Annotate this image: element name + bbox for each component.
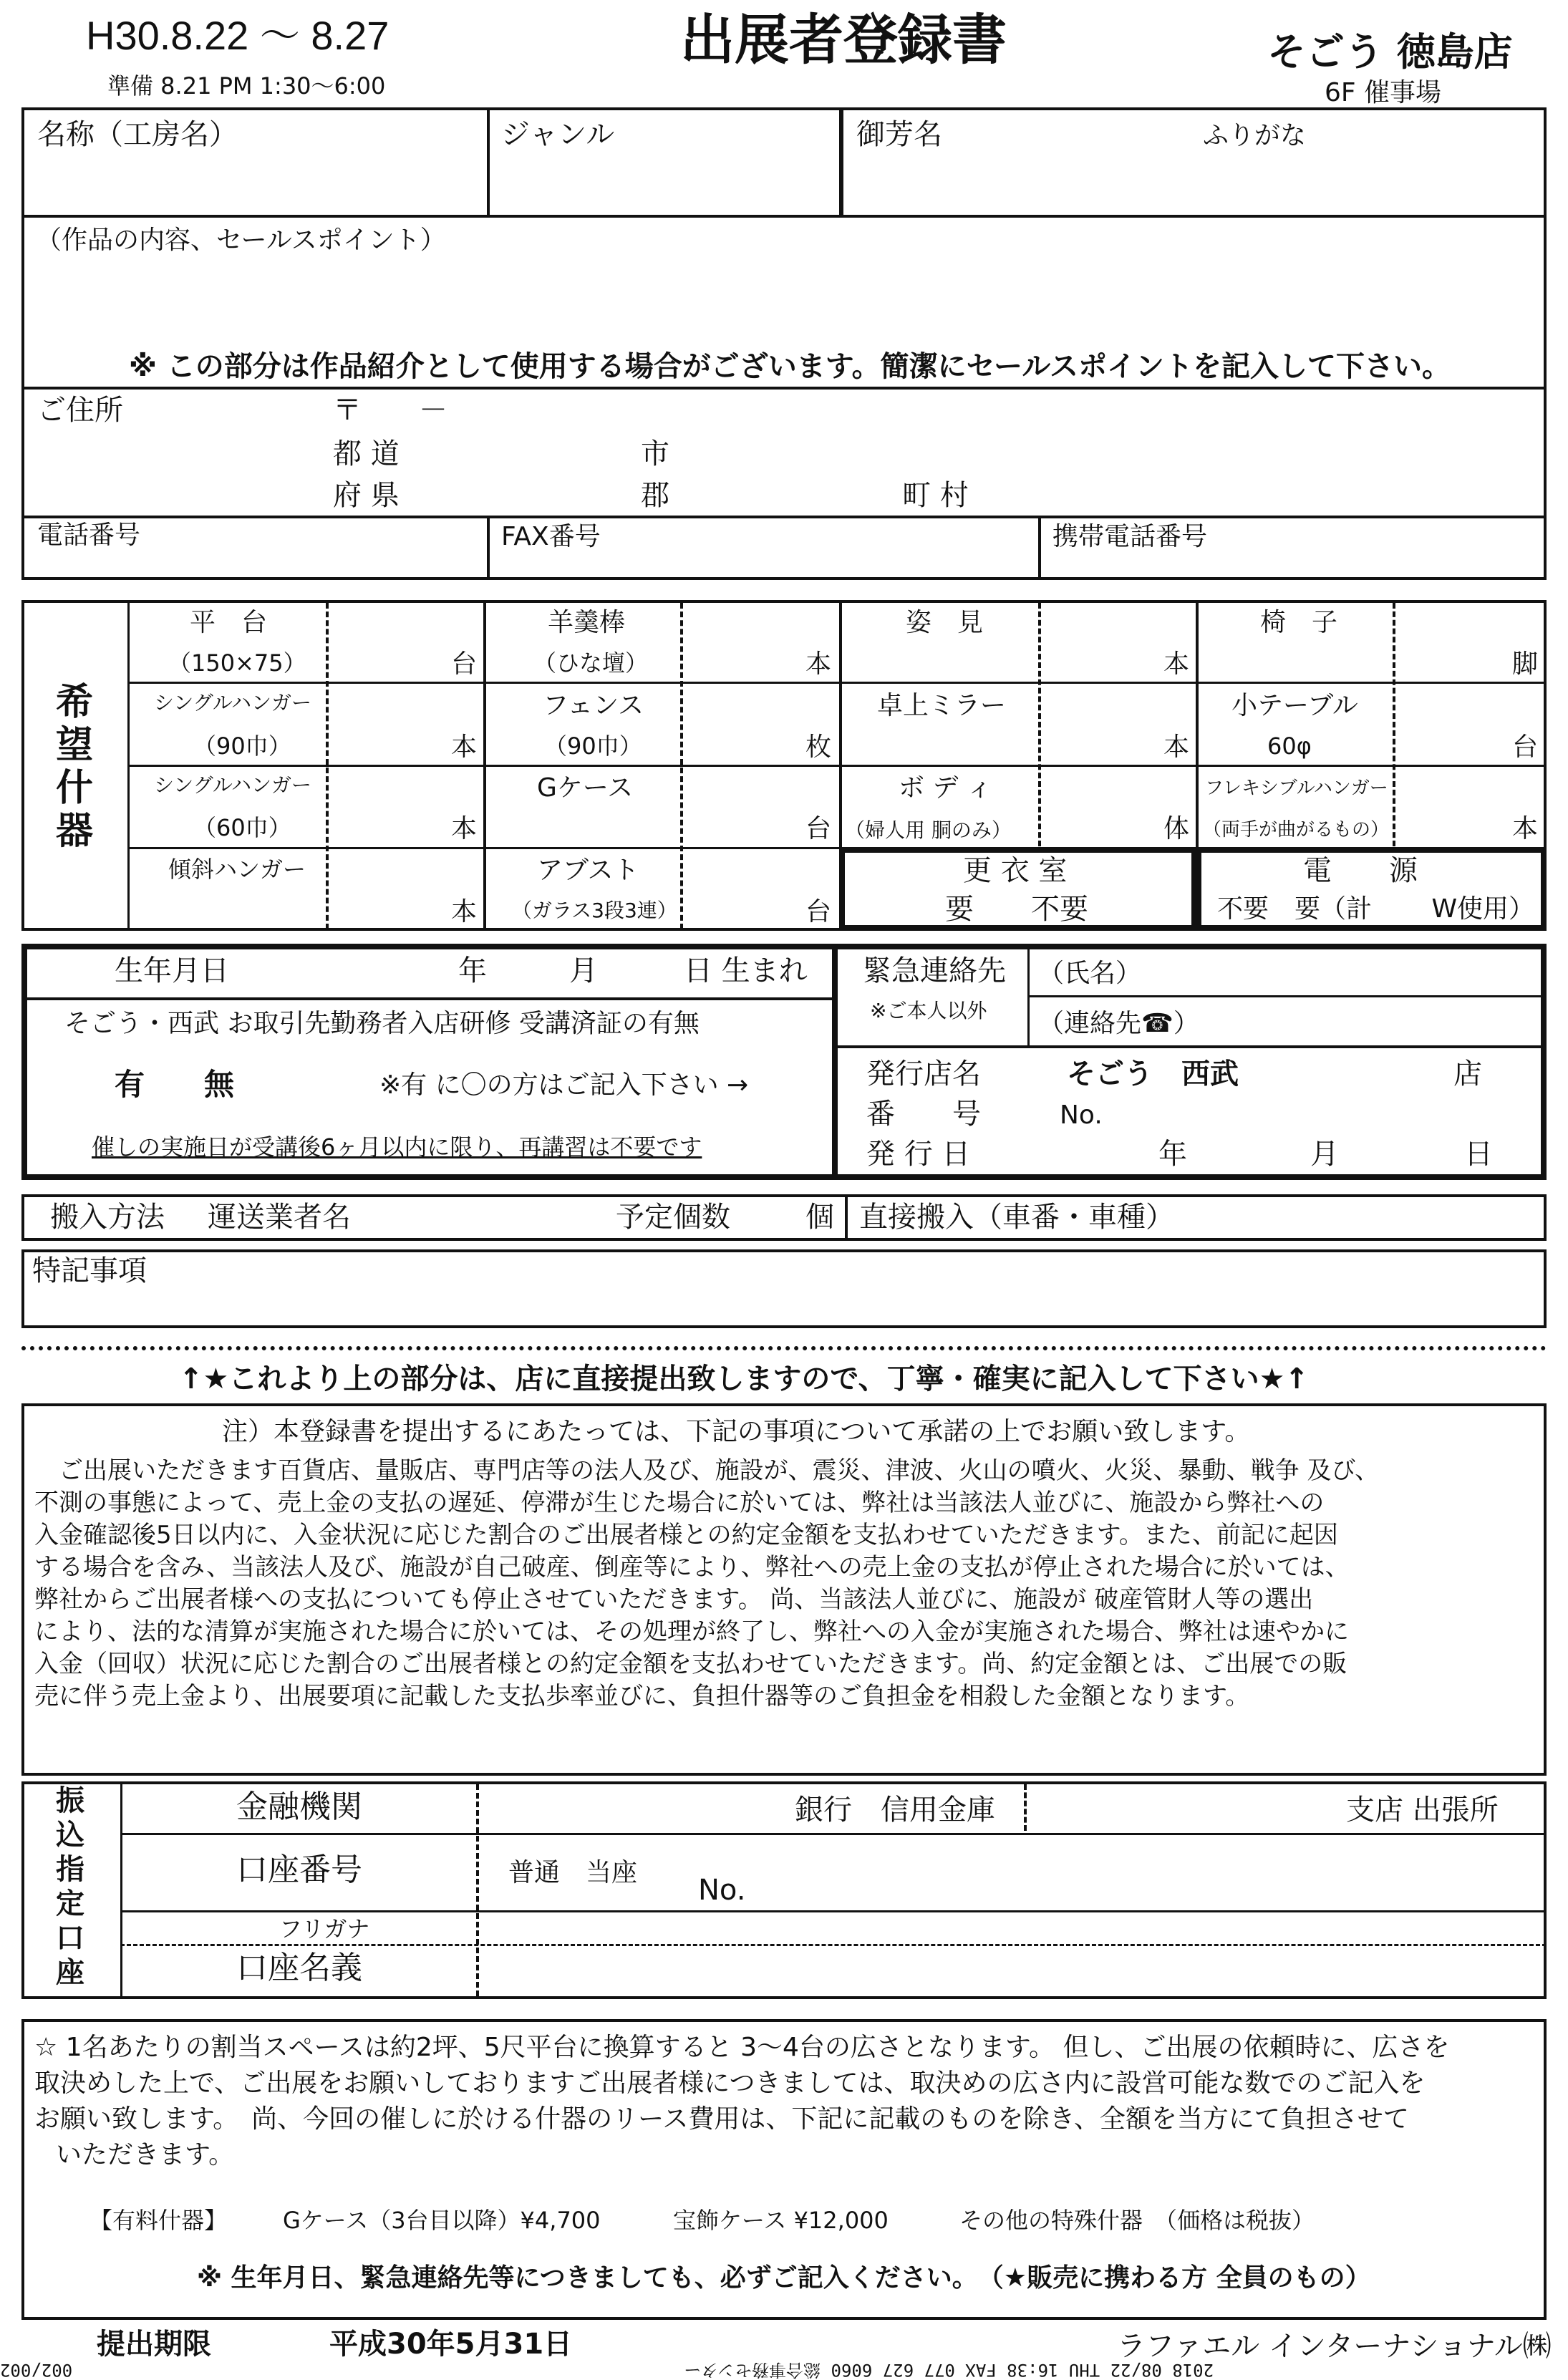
issue-store-suffix: 店 — [1453, 1058, 1482, 1090]
branch-types: 支店 出張所 — [1346, 1794, 1499, 1827]
qty-small-table[interactable] — [1400, 687, 1507, 759]
training-label: そごう・西武 お取引先勤務者入店研修 受講済証の有無 — [64, 1009, 700, 1038]
qty-sugatami[interactable] — [1045, 605, 1160, 677]
delivery-method: 搬入方法 — [50, 1201, 165, 1234]
issue-store-label: 発行店名 — [866, 1058, 981, 1090]
fixture-hiradai-size: （150×75） — [168, 649, 306, 677]
fixture-single-hanger-60-size: （60巾） — [193, 814, 291, 841]
fixtures-title-2: 望 — [56, 724, 94, 767]
footer-notice-line: いただきます。 — [56, 2140, 235, 2169]
notes-field[interactable] — [29, 1289, 1539, 1325]
fixture-abst-sub: （ガラス3段3連） — [512, 899, 677, 922]
fixture-youkan-sub: （ひな壇） — [533, 649, 649, 677]
fitting-room-options[interactable]: 要 不要 — [945, 893, 1088, 926]
training-yes[interactable]: 有 — [115, 1067, 145, 1102]
fixture-g-case: Gケース — [537, 773, 634, 803]
tel-field[interactable] — [29, 551, 480, 577]
number-value: No. — [1060, 1100, 1103, 1130]
notice-line: する場合を含み、当該法人及び、施設が自己破産、倒産等により、弊社への売上金の支払が停止された場合に於いては、 — [34, 1553, 1350, 1582]
fixtures-title-3: 什 — [56, 767, 94, 810]
unit-single-hanger-90: 本 — [451, 732, 478, 762]
fax-page-count: 002/002 — [0, 2360, 73, 2380]
fixture-fence-size: （90巾） — [544, 732, 642, 760]
fixture-body: ボ デ ィ — [899, 773, 992, 803]
qty-single-hanger-90[interactable] — [333, 687, 447, 759]
fixture-small-table-size: 60φ — [1267, 732, 1312, 760]
fixture-fence: フェンス — [543, 691, 644, 720]
todo-label: 都 道 — [333, 437, 400, 470]
fixture-flex-hanger: フレキシブルハンガー — [1205, 778, 1388, 799]
number-field[interactable] — [1117, 1095, 1532, 1131]
store-name: そごう 徳島店 — [1267, 29, 1513, 74]
gun-label: 郡 — [641, 479, 669, 512]
institution-field[interactable] — [487, 1789, 788, 1828]
birth-day: 日 生まれ — [684, 954, 808, 987]
qty-youkan[interactable] — [687, 605, 802, 677]
unit-g-case: 台 — [805, 814, 832, 843]
postal-label: 〒 － — [333, 394, 447, 427]
training-note: ※有 に〇の方はご記入下さい → — [379, 1070, 749, 1100]
paid-other: その他の特殊什器 （価格は税抜） — [959, 2207, 1315, 2234]
notice-line: により、法的な清算が実施された場合に於いては、その処理が終了し、弊社への入金が実施された場合、弊社は速やかに — [34, 1617, 1349, 1646]
furigana-field[interactable] — [487, 1915, 1532, 1942]
account-no-label: 口座番号 — [236, 1852, 362, 1888]
footer-notice-line: ☆ 1名あたりの割当スペースは約2坪、5尺平台に換算すると 3～4台の広さとなります。 但し、ご出展の依頼時に、広さを — [34, 2033, 1450, 2062]
bank-side-5: 口 — [56, 1922, 84, 1955]
qty-table-mirror[interactable] — [1045, 687, 1160, 759]
issue-year: 年 — [1158, 1138, 1187, 1171]
delivery-count-unit: 個 — [805, 1201, 834, 1234]
mobile-label: 携帯電話番号 — [1052, 522, 1208, 551]
chouson-label: 町 村 — [902, 479, 969, 512]
notice-line: 売に伴う売上金より、出展要項に記載した支払歩率並びに、負担什器等のご負担金を相殺した金額となります。 — [34, 1682, 1250, 1711]
address-label: ご住所 — [37, 394, 123, 427]
bank-side-6: 座 — [56, 1956, 84, 1989]
qty-fence[interactable] — [687, 687, 802, 759]
content-label: （作品の内容、セールスポイント） — [36, 226, 446, 255]
issue-month: 月 — [1310, 1138, 1339, 1171]
emergency-note: ※ご本人以外 — [870, 999, 987, 1022]
unit-single-hanger-60: 本 — [451, 814, 478, 843]
bank-side-4: 定 — [56, 1887, 84, 1920]
birth-field[interactable] — [315, 951, 816, 994]
account-no-prefix: No. — [698, 1874, 746, 1907]
fixture-single-hanger-90-size: （90巾） — [193, 732, 291, 760]
holder-field[interactable] — [487, 1948, 1532, 1995]
power-options[interactable]: 不要 要（計 W使用） — [1217, 894, 1535, 924]
furigana-label: フリガナ — [279, 1915, 370, 1943]
birth-month: 月 — [569, 954, 598, 987]
fixture-chair: 椅 子 — [1260, 608, 1338, 637]
notice-line: 入金確認後5日以内に、入金状況に応じた割合のご出展者様との約定金額を支払わせていただきます。また、前記に起因 — [34, 1521, 1338, 1549]
fixture-single-hanger-60: シングルハンガー — [154, 773, 311, 797]
submit-banner: ↑★これより上の部分は、店に直接提出致しますので、丁寧・確実に記入して下さい★↑ — [179, 1363, 1309, 1395]
unit-flex-hanger: 本 — [1512, 814, 1539, 843]
training-no[interactable]: 無 — [204, 1067, 235, 1102]
delivery-direct-field[interactable] — [1160, 1199, 1532, 1237]
fixtures-title-4: 器 — [56, 810, 94, 853]
holder-label: 口座名義 — [236, 1950, 362, 1986]
shi-label: 市 — [641, 437, 669, 470]
content-note: ※ この部分は作品紹介として使用する場合がございます。簡潔にセールスポイントを記入して下さい。 — [129, 350, 1451, 383]
birth-label: 生年月日 — [115, 954, 229, 987]
notice-title: 注）本登録書を提出するにあたっては、下記の事項について承諾の上でお願い致します。 — [222, 1417, 1251, 1446]
emergency-contact-field[interactable] — [1217, 1001, 1532, 1040]
person-field[interactable] — [848, 154, 1539, 211]
fixture-hiradai: 平 台 — [190, 608, 268, 637]
bank-side-3: 指 — [56, 1853, 84, 1886]
emergency-contact-label: （連絡先☎） — [1038, 1009, 1199, 1038]
fixture-table-mirror: 卓上ミラー — [877, 691, 1007, 720]
qty-g-case[interactable] — [687, 770, 802, 841]
qty-hiradai[interactable] — [333, 605, 447, 677]
fax-field[interactable] — [494, 551, 1031, 577]
prep-time: 準備 8.21 PM 1:30～6:00 — [107, 72, 386, 100]
deadline-label: 提出期限 — [97, 2328, 211, 2361]
bank-types: 銀行 信用金庫 — [795, 1794, 995, 1827]
notice-line: 入金（回収）状況に応じた割合のご出展者様との約定金額を支払わせていただきます。尚、約定金額とは、ご出展での販 — [34, 1650, 1347, 1678]
qty-abst[interactable] — [687, 852, 802, 924]
emergency-name-field[interactable] — [1160, 952, 1532, 992]
number-label: 番 号 — [866, 1098, 981, 1131]
bank-side-1: 振 — [56, 1784, 84, 1817]
fixture-small-table: 小テーブル — [1231, 691, 1358, 720]
emergency-label: 緊急連絡先 — [863, 954, 1006, 987]
page-title: 出展者登録書 — [680, 8, 1007, 72]
unit-small-table: 台 — [1512, 732, 1539, 762]
person-label: 御芳名 — [856, 118, 942, 151]
qty-body[interactable] — [1045, 770, 1160, 841]
delivery-carrier: 運送業者名 — [208, 1201, 351, 1234]
notes-label: 特記事項 — [32, 1254, 147, 1287]
emergency-name-label: （氏名） — [1038, 959, 1142, 988]
fax-transmission-header: 2018 08/22 THU 16:38 FAX 077 627 6060 総合事務センター — [684, 2360, 1214, 2380]
notice-line: ご出展いただきます百貨店、量販店、専門店等の法人及び、施設が、震災、津波、火山の噴火、火災、暴動、戦争 及び、 — [34, 1456, 1380, 1485]
birth-year: 年 — [458, 954, 487, 987]
issue-date-label: 発 行 日 — [866, 1138, 971, 1171]
fitting-room-label: 更 衣 室 — [963, 854, 1068, 887]
training-rule: 催しの実施日が受講後6ヶ月以内に限り、再講習は不要です — [92, 1133, 702, 1161]
institution-label: 金融機関 — [236, 1789, 362, 1825]
event-dates: H30.8.22 ～ 8.27 — [86, 13, 389, 58]
footer-notice-line: お願い致します。 尚、今回の催しに於ける什器のリース費用は、下記に記載のものを除き、全額を当方にて負担させて — [34, 2104, 1409, 2134]
qty-single-hanger-60[interactable] — [333, 770, 447, 841]
paid-g-case: Gケース（3台目以降）¥4,700 — [283, 2207, 601, 2234]
branch-field[interactable] — [1035, 1789, 1335, 1828]
notice-line: 弊社からご出展者様への支払についても停止させていただきます。 尚、当該法人並びに、施設が 破産管財人等の選出 — [34, 1585, 1314, 1614]
name-field[interactable] — [29, 154, 480, 211]
account-types: 普通 当座 — [508, 1858, 638, 1887]
unit-hiradai: 台 — [451, 649, 478, 679]
fax-label: FAX番号 — [501, 522, 601, 551]
unit-table-mirror: 本 — [1163, 732, 1190, 762]
fixture-sugatami: 姿 見 — [906, 608, 984, 637]
notice-line: 不測の事態によって、売上金の支払の遅延、停滞が生じた場合に於いては、弊社は当該法人並びに、施設から弊社への — [34, 1489, 1325, 1517]
issue-day: 日 — [1464, 1138, 1493, 1171]
fixture-flex-hanger-sub: （両手が曲がるもの） — [1203, 819, 1390, 841]
fixture-slant-hanger: 傾斜ハンガー — [168, 856, 306, 883]
fixture-body-sub: （婦人用 胴のみ） — [845, 818, 1012, 842]
tel-label: 電話番号 — [37, 521, 141, 550]
genre-label: ジャンル — [501, 118, 615, 151]
account-no-field[interactable] — [759, 1844, 1532, 1905]
content-field[interactable] — [29, 258, 1539, 344]
issue-store: そごう 西武 — [1067, 1058, 1239, 1090]
company-name: ラファエル インターナショナル㈱ — [1117, 2330, 1552, 2363]
paid-jewel-case: 宝飾ケース ¥12,000 — [673, 2207, 889, 2234]
qty-flex-hanger[interactable] — [1400, 770, 1507, 841]
footer-notice-body — [34, 2030, 1538, 2173]
delivery-planned: 予定個数 — [616, 1201, 730, 1234]
address-field[interactable] — [401, 401, 1532, 516]
fuken-label: 府 県 — [333, 479, 400, 512]
unit-chair: 脚 — [1512, 649, 1539, 679]
qty-chair[interactable] — [1400, 605, 1507, 677]
footer-notice-line: 取決めした上で、ご出展をお願いしておりますご出展者様につきましては、取決めの広さ内に設営可能な数でのご記入を — [34, 2069, 1426, 2098]
must-fill-note: ※ 生年月日、緊急連絡先等につきましても、必ずご記入ください。 （★販売に携わる方 全員のもの） — [197, 2263, 1371, 2293]
paid-fixtures-label: 【有料什器】 — [89, 2207, 228, 2234]
deadline-date: 平成30年5月31日 — [329, 2328, 573, 2361]
unit-fence: 枚 — [805, 732, 832, 762]
unit-abst: 台 — [805, 897, 832, 927]
fixture-abst: アブスト — [537, 856, 639, 885]
delivery-direct: 直接搬入（車番・車種） — [859, 1201, 1174, 1234]
mobile-field[interactable] — [1045, 551, 1539, 577]
venue: 6F 催事場 — [1325, 78, 1442, 107]
name-label: 名称（工房名） — [37, 118, 238, 151]
unit-youkan: 本 — [805, 649, 832, 679]
unit-body: 体 — [1163, 814, 1190, 843]
cut-line — [21, 1346, 1547, 1350]
notice-body — [34, 1455, 1538, 1713]
fixture-single-hanger-90: シングルハンガー — [154, 691, 311, 715]
furigana-label: ふりがな — [1203, 121, 1307, 150]
fixture-youkan: 羊羹棒 — [548, 608, 626, 637]
power-label: 電 源 — [1303, 854, 1418, 887]
unit-slant-hanger: 本 — [451, 897, 478, 927]
fixtures-title-1: 希 — [56, 681, 94, 724]
unit-sugatami: 本 — [1163, 649, 1190, 679]
qty-slant-hanger[interactable] — [333, 852, 447, 924]
bank-side-2: 込 — [56, 1819, 84, 1852]
genre-field[interactable] — [494, 154, 831, 211]
